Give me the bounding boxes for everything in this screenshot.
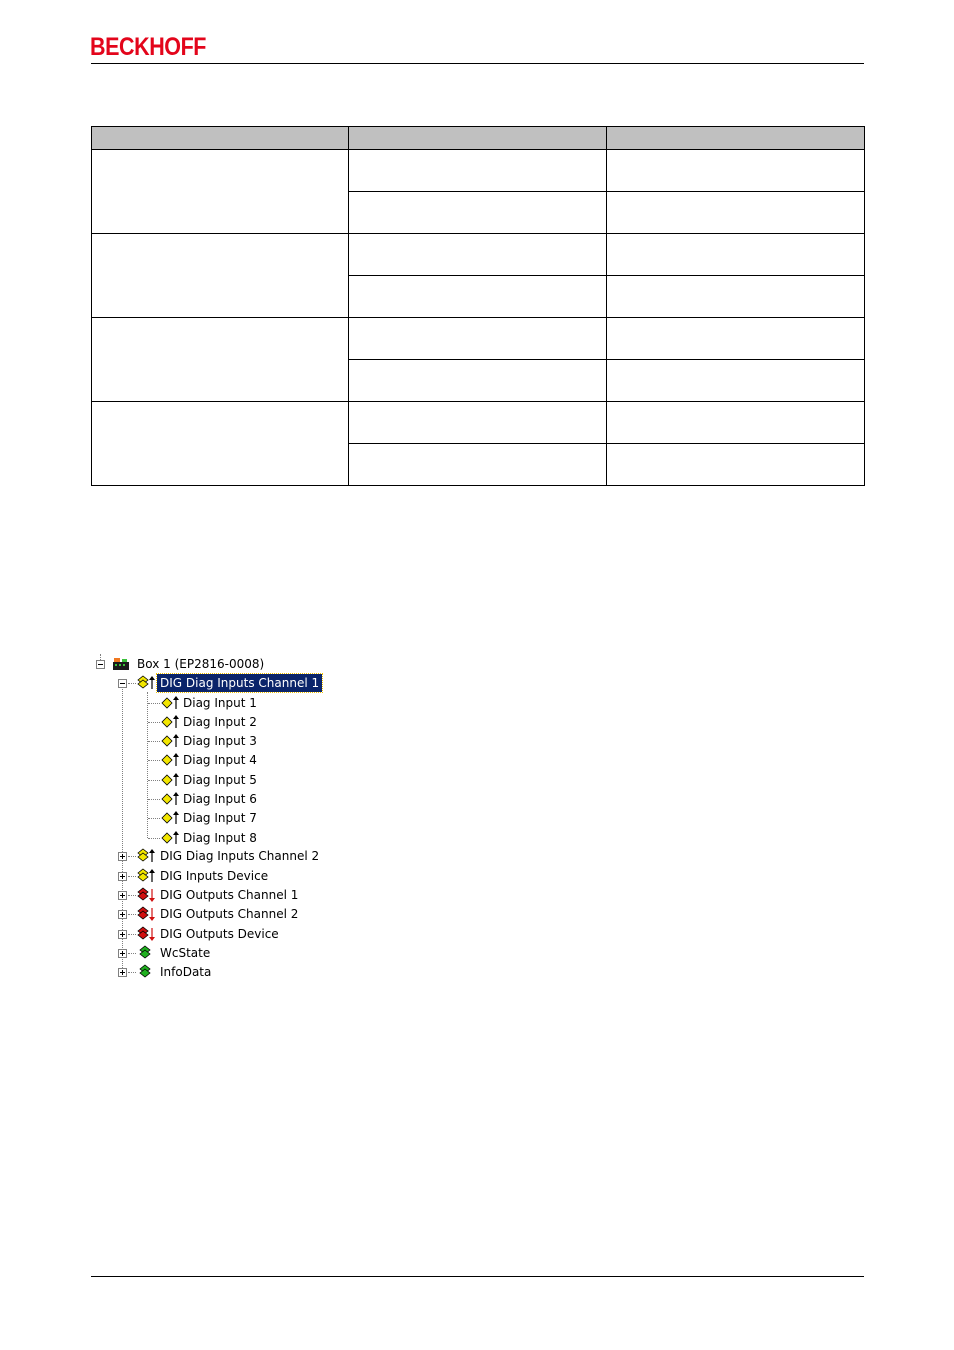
tree-item-diag-input-1[interactable] [0,694,300,712]
status-variable-icon [137,964,155,980]
tree-item-label: DIG Diag Inputs Channel 2 [160,849,320,863]
tree-connector [148,703,160,704]
expand-icon[interactable] [118,872,127,881]
expand-icon[interactable] [118,910,127,919]
tree-item-label: Diag Input 8 [183,831,257,845]
tree-connector [148,818,160,819]
tree-item-label: Box 1 (EP2816-0008) [137,657,265,671]
tree-connector [148,760,160,761]
input-variable-icon [161,830,179,846]
tree-item-label: Diag Input 2 [183,715,257,729]
input-variable-icon [137,868,155,884]
status-variable-icon [137,945,155,961]
collapse-icon[interactable] [118,679,127,688]
tree-item-infodata[interactable] [0,963,330,981]
tree-connector [128,856,136,857]
tree-item-label: DIG Outputs Device [160,927,279,941]
tree-item-diag-input-3[interactable] [0,732,300,750]
expand-icon[interactable] [118,930,127,939]
tree-item-label: InfoData [160,965,212,979]
input-variable-icon [161,695,179,711]
tree-item-diag-input-2[interactable] [0,713,300,731]
input-variable-icon [137,848,155,864]
tree-item-label: Diag Input 7 [183,811,257,825]
footer-rule [91,1276,864,1277]
tree-item-root[interactable] [0,655,300,673]
tree-item-label: DIG Outputs Channel 2 [160,907,299,921]
ethercat-box-icon [112,656,130,672]
tree-connector [128,895,136,896]
input-variable-icon [161,772,179,788]
tree-connector [148,741,160,742]
tree-connector [128,972,136,973]
tree-item-label: DIG Outputs Channel 1 [160,888,299,902]
tree-item-label: Diag Input 5 [183,773,257,787]
tree-connector [128,953,136,954]
tree-item-diag-input-5[interactable] [0,771,300,789]
tree-item-label: DIG Diag Inputs Channel 1 [157,674,322,692]
tree-connector [128,934,136,935]
tree-item-label: Diag Input 1 [183,696,257,710]
input-variable-icon [161,791,179,807]
tree-item-dig-diag-inputs-channel-1[interactable] [0,674,330,692]
tree-connector [148,722,160,723]
tree-connector [128,914,136,915]
tree-item-dig-inputs-device[interactable] [0,867,330,885]
output-variable-icon [137,887,155,903]
input-variable-icon [161,733,179,749]
beckhoff-logo: BECKHOFF [90,33,207,61]
tree-item-dig-outputs-device[interactable] [0,925,330,943]
tree-item-label: Diag Input 6 [183,792,257,806]
tree-item-label: DIG Inputs Device [160,869,269,883]
tree-connector [148,799,160,800]
input-variable-icon [161,714,179,730]
tree-item-label: Diag Input 4 [183,753,257,767]
tree-item-label: Diag Input 3 [183,734,257,748]
tree-item-diag-input-8[interactable] [0,829,300,847]
tree-item-wcstate[interactable] [0,944,330,962]
expand-icon[interactable] [118,949,127,958]
expand-icon[interactable] [118,968,127,977]
tree-item-diag-input-7[interactable] [0,809,300,827]
tree-connector [148,838,160,839]
collapse-icon[interactable] [96,660,105,669]
tree-item-diag-input-4[interactable] [0,751,300,769]
tree-item-dig-outputs-channel-2[interactable] [0,905,330,923]
input-variable-icon [137,675,155,691]
tree-connector [128,876,136,877]
input-variable-icon [161,810,179,826]
expand-icon[interactable] [118,891,127,900]
input-variable-icon [161,752,179,768]
tree-connector [148,780,160,781]
tree-connector [128,683,136,684]
tree-item-label: WcState [160,946,211,960]
tree-item-diag-input-6[interactable] [0,790,300,808]
tree-item-dig-outputs-channel-1[interactable] [0,886,330,904]
output-variable-icon [137,926,155,942]
tree-item-dig-diag-inputs-channel-2[interactable] [0,847,330,865]
expand-icon[interactable] [118,852,127,861]
output-variable-icon [137,906,155,922]
